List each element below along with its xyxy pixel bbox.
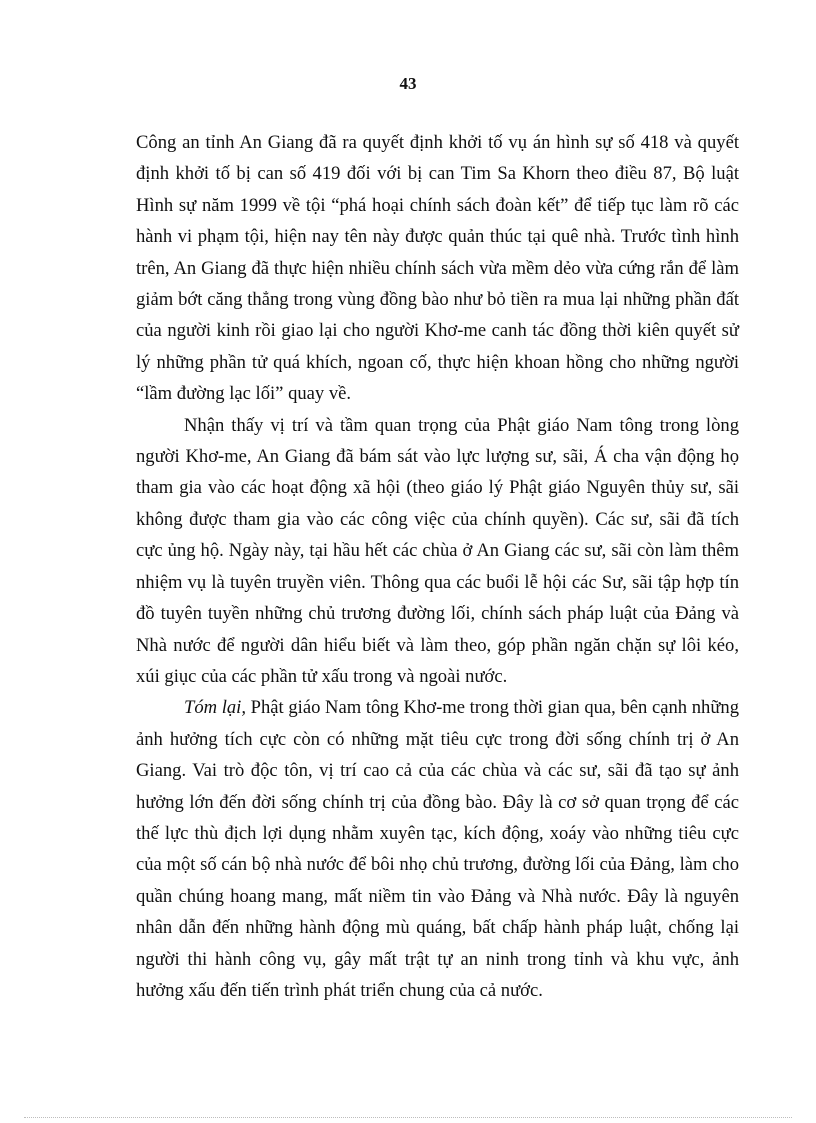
paragraph-3-text: Phật giáo Nam tông Khơ-me trong thời gian qua, bên cạnh những ảnh hưởng tích cực còn có những mặt tiêu cực trong đời sống chính trị ở An Giang. Vai trò độc tôn, vị trí cao cả của các chùa và các sư, sãi đã tạo sự ảnh hưởng lớn đến đời sống chính trị của đồng bào. Đây là cơ sở quan trọng để các thế lực thù địch lợi dụng nhằm xuyên tạc, kích động, xoáy vào những tiêu cực của một số cán bộ nhà nước để bôi nhọ chủ trương, đường lối của Đảng, làm cho quần chúng hoang mang, mất niềm tin vào Đảng và Nhà nước. Đây là nguyên nhân dẫn đến những hành động mù quáng, bất chấp hành pháp luật, chống lại người thi hành công vụ, gây mất trật tự an ninh trong tỉnh và khu vực, ảnh hưởng xấu đến tiến trình phát triển chung của cả nước. <box>136 697 739 1001</box>
paragraph-1: Công an tỉnh An Giang đã ra quyết định khởi tố vụ án hình sự số 418 và quyết định khởi tố bị can số 419 đối với bị can Tim Sa Khorn theo điều 87, Bộ luật Hình sự năm 1999 về tội “phá hoại chính sách đoàn kết” để tiếp tục làm rõ các hành vi phạm tội, hiện nay tên này được quản thúc tại quê nhà. Trước tình hình trên, An Giang đã thực hiện nhiều chính sách vừa mềm dẻo vừa cứng rắn để làm giảm bớt căng thẳng trong vùng đồng bào như bỏ tiền ra mua lại những phần đất của người kinh rồi giao lại cho người Khơ-me canh tác đồng thời kiên quyết sử lý những phần tử quá khích, ngoan cố, thực hiện khoan hồng cho những người “lầm đường lạc lối” quay về. <box>136 132 739 405</box>
document-body <box>136 127 739 1006</box>
paragraph-3 <box>136 692 739 1006</box>
paragraph-2: Nhận thấy vị trí và tầm quan trọng của Phật giáo Nam tông trong lòng người Khơ-me, An Giang đã bám sát vào lực lượng sư, sãi, Á cha vận động họ tham gia vào các hoạt động xã hội (theo giáo lý Phật giáo Nguyên thủy sư, sãi không được tham gia vào các công việc của chính quyền). Các sư, sãi đã tích cực ủng hộ. Ngày này, tại hầu hết các chùa ở An Giang các sư, sãi còn làm thêm nhiệm vụ là tuyên truyền viên. Thông qua các buổi lễ hội các Sư, sãi tập hợp tín đồ tuyên tuyền những chủ trương đường lối, chính sách pháp luật của Đảng và Nhà nước để người dân hiểu biết và làm theo, góp phần ngăn chặn sự lôi kéo, xúi giục của các phần tử xấu trong và ngoài nước. <box>136 414 739 687</box>
page-number: 43 <box>399 74 417 93</box>
footer-divider <box>24 1117 792 1118</box>
paragraph-3-lead: Tóm lại, <box>184 697 246 719</box>
